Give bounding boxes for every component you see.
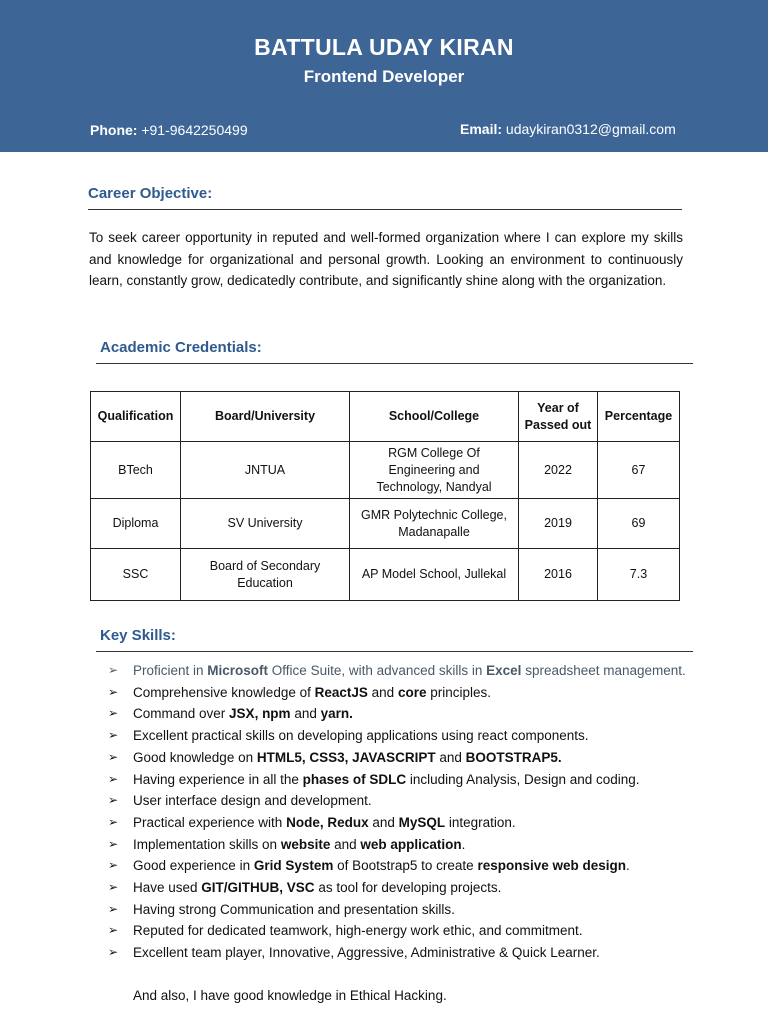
email-contact — [460, 121, 676, 137]
skill-text: Command over — [133, 706, 230, 722]
skill-item — [108, 812, 708, 834]
skill-text: . — [626, 858, 630, 874]
skill-highlight: Microsoft — [207, 663, 269, 678]
skill-highlight: GIT/GITHUB, VSC — [201, 880, 315, 896]
skill-text: and — [330, 836, 361, 852]
academic-credentials-table — [90, 391, 680, 601]
skill-item — [108, 769, 708, 791]
table-row — [91, 549, 680, 601]
skill-item — [108, 747, 708, 769]
skill-text: Comprehensive knowledge of — [133, 684, 315, 700]
skill-text: including Analysis, Design and coding. — [406, 771, 640, 787]
skill-highlight: BOOTSTRAP5. — [465, 749, 562, 765]
key-skills-list — [108, 660, 708, 964]
skill-highlight: JSX, npm — [229, 706, 291, 722]
arrow-bullet-icon: ➢ — [108, 880, 119, 895]
table-cell: SV University — [181, 499, 350, 549]
skill-text: and — [435, 749, 466, 765]
candidate-role: Frontend Developer — [303, 67, 465, 86]
skill-highlight: responsive web design — [477, 858, 626, 874]
skill-highlight: Grid System — [253, 858, 334, 874]
table-cell: Diploma — [91, 499, 181, 549]
section-divider — [96, 651, 693, 652]
table-cell: 69 — [598, 499, 680, 549]
column-header: Percentage — [598, 392, 680, 442]
skill-highlight: Node, Redux — [286, 814, 369, 830]
skill-highlight: yarn. — [320, 706, 353, 722]
arrow-bullet-icon: ➢ — [108, 858, 119, 873]
academic-credentials-heading: Academic Credentials: — [100, 339, 262, 356]
column-header: Year of Passed out — [519, 392, 598, 442]
table-cell: 7.3 — [598, 549, 680, 601]
skill-text: of Bootstrap5 to create — [333, 858, 478, 874]
table-cell: SSC — [91, 549, 181, 601]
skill-text: spreadsheet management. — [521, 663, 686, 678]
skill-text: Having strong Communication and presentation skills. — [133, 901, 455, 917]
skill-highlight: MySQL — [398, 814, 446, 830]
arrow-bullet-icon: ➢ — [108, 728, 119, 743]
career-objective-heading: Career Objective: — [88, 185, 213, 202]
arrow-bullet-icon: ➢ — [108, 749, 119, 764]
skill-item — [108, 942, 708, 964]
skill-item — [108, 703, 708, 725]
arrow-bullet-icon: ➢ — [108, 771, 119, 786]
arrow-bullet-icon: ➢ — [108, 706, 119, 721]
skill-text: and — [368, 814, 399, 830]
table-cell: Board of Secondary Education — [181, 549, 350, 601]
arrow-bullet-icon: ➢ — [108, 793, 119, 808]
skill-text: Excellent team player, Innovative, Aggressive, Administrative & Quick Learner. — [133, 945, 600, 961]
skill-text: and — [290, 706, 321, 722]
skill-text: Have used — [133, 880, 202, 896]
table-cell: BTech — [91, 442, 181, 499]
skill-text: Good experience in — [133, 858, 254, 874]
skill-text: Having experience in all the — [133, 771, 303, 787]
skill-item — [108, 899, 708, 921]
skill-item — [108, 682, 708, 704]
skill-item — [108, 855, 708, 877]
skill-text: as tool for developing projects. — [314, 880, 502, 896]
skill-text: Implementation skills on — [133, 836, 281, 852]
section-divider — [96, 363, 693, 364]
skill-text: Proficient in — [133, 663, 208, 678]
skill-item — [108, 834, 708, 856]
skill-text: principles. — [426, 684, 491, 700]
phone-value: +91-9642250499 — [141, 122, 248, 138]
skill-text: Reputed for dedicated teamwork, high-energy work ethic, and commitment. — [133, 923, 583, 939]
table-row — [91, 442, 680, 499]
skill-item — [108, 790, 708, 812]
skill-text: Office Suite, with advanced skills in — [268, 663, 487, 678]
ethical-hacking-note: And also, I have good knowledge in Ethical Hacking. — [133, 988, 447, 1003]
skill-text: Practical experience with — [133, 814, 287, 830]
table-cell: JNTUA — [181, 442, 350, 499]
resume-header — [0, 0, 768, 152]
skill-highlight: website — [280, 836, 331, 852]
phone-contact — [90, 122, 248, 138]
skill-highlight: phases of SDLC — [302, 771, 407, 787]
arrow-bullet-icon: ➢ — [108, 814, 119, 829]
skill-text: and — [367, 684, 398, 700]
career-objective-text: To seek career opportunity in reputed and well-formed organization where I can explore my skills and knowledge for organizational and personal growth. Looking an environment to continuously learn, constantly grow, dedicatedly contribute, and significantly shine along with the organization. — [89, 230, 683, 289]
table-header-row — [91, 392, 680, 442]
candidate-name: BATTULA UDAY KIRAN — [254, 34, 514, 60]
skill-item — [108, 660, 708, 682]
skill-highlight: web application — [360, 836, 462, 852]
arrow-bullet-icon: ➢ — [108, 684, 119, 699]
arrow-bullet-icon: ➢ — [108, 923, 119, 938]
table-cell: 2019 — [519, 499, 598, 549]
table-cell: GMR Polytechnic College, Madanapalle — [350, 499, 519, 549]
table-row — [91, 499, 680, 549]
skill-text: Excellent practical skills on developing applications using react components. — [133, 728, 589, 744]
email-label: Email: — [460, 121, 503, 137]
table-cell: AP Model School, Jullekal — [350, 549, 519, 601]
skill-highlight: HTML5, CSS3, JAVASCRIPT — [256, 749, 436, 765]
section-divider — [88, 209, 682, 210]
skill-text: Good knowledge on — [133, 749, 257, 765]
key-skills-heading: Key Skills: — [100, 627, 176, 644]
column-header: Board/University — [181, 392, 350, 442]
skill-item — [108, 877, 708, 899]
skill-text: integration. — [445, 814, 516, 830]
skill-highlight: Excel — [486, 663, 522, 678]
arrow-bullet-icon: ➢ — [108, 901, 119, 916]
skill-highlight: core — [397, 684, 427, 700]
skill-item — [108, 725, 708, 747]
table-cell: RGM College Of Engineering and Technology, Nandyal — [350, 442, 519, 499]
skill-item — [108, 920, 708, 942]
email-value: udaykiran0312@gmail.com — [505, 121, 676, 137]
skill-text: . — [461, 836, 466, 852]
column-header: School/College — [350, 392, 519, 442]
skill-text: User interface design and development. — [133, 793, 372, 809]
arrow-bullet-icon: ➢ — [108, 663, 119, 677]
table-cell: 2016 — [519, 549, 598, 601]
arrow-bullet-icon: ➢ — [108, 836, 119, 851]
column-header: Qualification — [91, 392, 181, 442]
skill-highlight: ReactJS — [314, 684, 368, 700]
arrow-bullet-icon: ➢ — [108, 945, 119, 960]
table-cell: 67 — [598, 442, 680, 499]
table-cell: 2022 — [519, 442, 598, 499]
phone-label: Phone: — [90, 122, 138, 138]
